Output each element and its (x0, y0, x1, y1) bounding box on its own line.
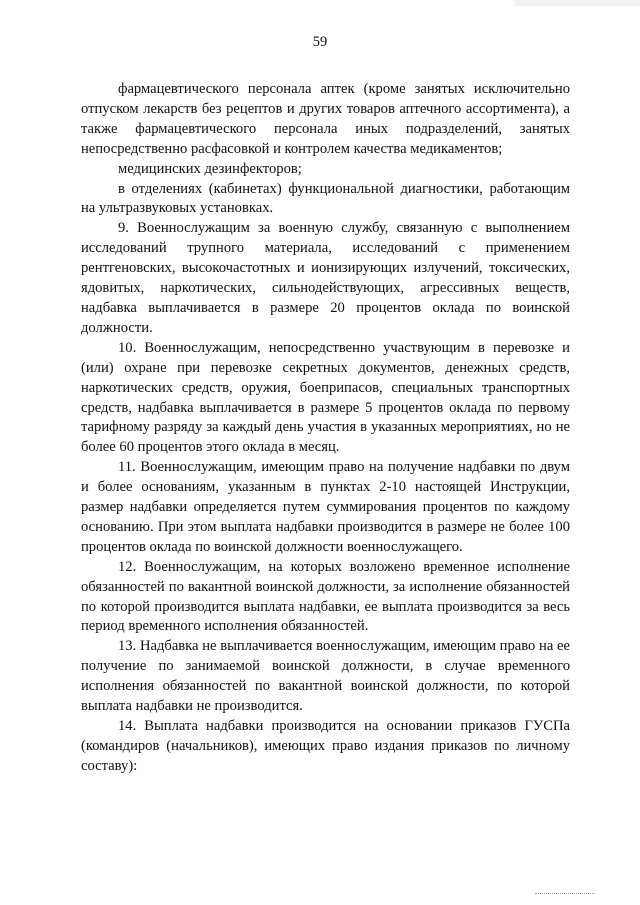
paragraph-disinfectors: медицинских дезинфекторов; (118, 160, 302, 177)
page-number: 59 (312, 34, 328, 50)
paragraph-diagnostics: в отделениях (кабинетах) функциональной диагностики, работающим на ультразвуковых установках. (81, 180, 570, 217)
paragraph-item-10: 10. Военнослужащим, непосредственно участвующим в перевозке и (или) охране при перевозке секретных документов, денежных средств, наркотических средств, оружия, боеприпасов, специальных транспортных средств, надбавка выплачивается в размере 5 процентов оклада по первому тарифному разряду за каждый день участия в указанных мероприятиях, но не более 60 процентов этого оклада в месяц. (81, 339, 570, 456)
paragraph-item-14: 14. Выплата надбавки производится на основании приказов ГУСПа (командиров (начальников), имеющих право издания приказов по личному составу): (81, 718, 570, 774)
paragraph-item-11: 11. Военнослужащим, имеющим право на получение надбавки по двум и более основаниям, указанным в пунктах 2-10 настоящей Инструкции, размер надбавки определяется путем суммирования процентов по каждому основанию. При этом выплата надбавки производится в размере не более 100 процентов оклада по воинской должности военнослужащего. (81, 459, 570, 555)
paragraph-item-12: 12. Военнослужащим, на которых возложено временное исполнение обязанностей по вакантной воинской должности, за исполнение обязанностей по которой производится выплата надбавки, ее выплата производится за весь период временного исполнения обязанностей. (81, 558, 570, 635)
paragraph-pharmacy-staff: фармацевтического персонала аптек (кроме занятых исключительно отпуском лекарств без рецептов и других товаров аптечного ассортимента), а также фармацевтического персонала иных подразделений, занятых непосредственно расфасовкой и контролем качества медикаментов; (81, 81, 570, 157)
paragraph-item-9: 9. Военнослужащим за военную службу, связанную с выполнением исследований трупного материала, исследований с применением рентгеновских, высокочастотных и ионизирующих излучений, токсических, ядовитых, наркотических, сильнодействующих, агрессивных веществ, надбавка выплачивается в размере 20 процентов оклада по воинской должности. (81, 220, 570, 336)
paragraph-item-13: 13. Надбавка не выплачивается военнослужащим, имеющим право на ее получение по занимаемой воинской должности, в случае временного исполнения обязанностей по вакантной воинской должности, по которой выплата надбавки не производится. (81, 638, 570, 715)
document-body (81, 80, 570, 777)
scan-edge-mark (515, 0, 640, 6)
scan-edge-mark-bottom (535, 893, 595, 897)
